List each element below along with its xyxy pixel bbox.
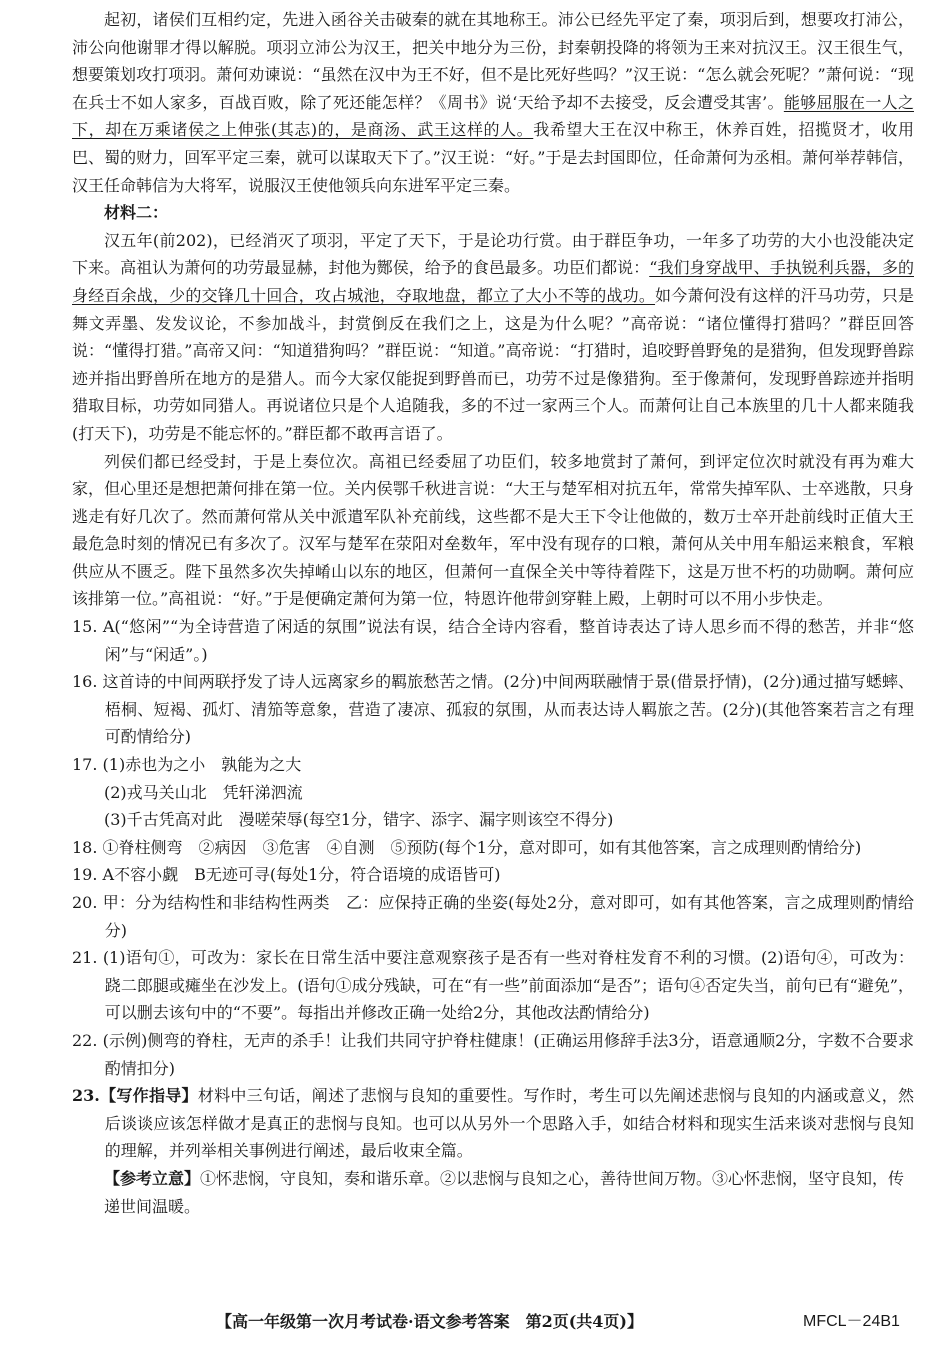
answer-22: 22. (示例)侧弯的脊柱，无声的杀手！让我们共同守护脊柱健康！(正确运用修辞手法3分，语意通顺2分，字数不合要求酌情扣分) (72, 1030, 914, 1078)
reference-ideas-label: 【参考立意】 (104, 1168, 201, 1188)
passage-paragraph-1: 起初，诸侯们互相约定，先进入函谷关击破秦的就在其地称王。沛公已经先平定了秦，项羽后到，想要攻打沛公，沛公向他谢罪才得以解脱。项羽立沛公为汉王，把关中地分为三份，封秦朝投降的将领为王来对抗汉王。汉王很生气，想要策划攻打项羽。萧何劝谏说：“虽然在汉中为王不好，但不是比死好些吗？”汉王说：“怎么就会死呢？”萧何说：“现在兵士不如人家多，百战百败，除了死还能怎样？《周书》说‘天给予却不去接受，反会遭受其害’。能够屈服在一人之下，却在万乘诸侯之上伸张(其志)的，是商汤、武王这样的人。我希望大王在汉中称王，休养百姓，招揽贤才，收用巴、蜀的财力，回军平定三秦，就可以谋取天下了。”汉王说：“好。”于是去封国即位，任命萧何为丞相。萧何举荐韩信，汉王任命韩信为大将军，说服汉王使他领兵向东进军平定三秦。 (72, 10, 914, 195)
answer-20: 20. 甲：分为结构性和非结构性两类 乙：应保持正确的坐姿(每处2分，意对即可，如有其他答案，言之成理则酌情给分) (72, 893, 914, 940)
answer-21: 21. (1)语句①，可改为：家长在日常生活中要注意观察孩子是否有一些对脊柱发育不利的习惯。(2)语句④，可改为：跷二郎腿或瘫坐在沙发上。(语句①成分残缺，可在“有一些”前面添加“是否”；语句④否定失当，前句已有“避免”，可以删去该句中的“不要”。每指出并修改正确一处给2分，其他改法酌情给分) (72, 948, 914, 1023)
document-body (72, 6, 914, 1220)
underlined-sentence: 能够屈服在一人之下，却在万乘诸侯之上伸张(其志)的，是商汤、武王这样的人。 (72, 92, 914, 140)
writing-guide-label: 23.【写作指导】 (72, 1086, 198, 1106)
footer-code: MFCL－24B1 (803, 1313, 900, 1330)
answer-17-3: (3)千古凭高对此 漫嗟荣辱(每空1分，错字、添字、漏字则该空不得分) (104, 810, 614, 830)
answer-17-2: (2)戎马关山北 凭轩涕泗流 (104, 782, 303, 802)
reference-ideas: 【参考立意】①怀悲悯，守良知，奏和谐乐章。②以悲悯与良知之心，善待世间万物。③心怀悲悯，坚守良知，传递世间温暖。 (104, 1168, 905, 1216)
passage-paragraph-2: 汉五年(前202)，已经消灭了项羽，平定了天下，于是论功行赏。由于群臣争功，一年多了功劳的大小也没能决定下来。高祖认为萧何的功劳最显赫，封他为酂侯，给予的食邑最多。功臣们都说：“我们身穿战甲、手执锐利兵器，多的身经百余战，少的交锋几十回合，攻占城池，夺取地盘，都立了大小不等的战功。如今萧何没有这样的汗马功劳，只是舞文弄墨、发发议论，不参加战斗，封赏倒反在我们之上，这是为什么呢？”高帝说：“诸位懂得打猎吗？”群臣回答说：“懂得打猎。”高帝又问：“知道猎狗吗？”群臣说：“知道。”高帝说：“打猎时，追咬野兽野兔的是猎狗，但发现野兽踪迹并指出野兽所在地方的是猎人。而今大家仅能捉到野兽而已，功劳不过是像猎狗。至于像萧何，发现野兽踪迹并指明猎取目标，功劳如同猎人。再说诸位只是个人追随我，多的不过一家两三个人。而萧何让自己本族里的几十人都来随我(打天下)，功劳是不能忘怀的。”群臣都不敢再言语了。 (72, 230, 914, 443)
underlined-sentence: “我们身穿战甲、手执锐利兵器，多的身经百余战，少的交锋几十回合，攻占城池，夺取地盘，都立了大小不等的战功。 (72, 258, 914, 305)
answer-19: 19. A不容小觑 B无迹可寻(每处1分，符合语境的成语皆可) (72, 865, 501, 885)
footer-title: 【高一年级第一次月考试卷·语文参考答案 第2页(共4页)】 (216, 1312, 643, 1331)
answer-15: 15. A(“悠闲”“为全诗营造了闲适的氛围”说法有误，结合全诗内容看，整首诗表达了诗人思乡而不得的愁苦，并非“悠闲”与“闲适”。) (72, 617, 914, 664)
passage-paragraph-3: 列侯们都已经受封，于是上奏位次。高祖已经委屈了功臣们，较多地赏封了萧何，到评定位次时就没有再为难大家，但心里还是想把萧何排在第一位。关内侯鄂千秋进言说：“大王与楚军相对抗五年，常常失掉军队、士卒逃散，只身逃走有好几次了。然而萧何常从关中派遣军队补充前线，这些都不是大王下令让他做的，数万士卒开赴前线时正值大王最危急时刻的情况已有多次了。汉军与楚军在荥阳对垒数年，军中没有现存的口粮，萧何从关中用车船运来粮食，军粮供应从不匮乏。陛下虽然多次失掉崤山以东的地区，但萧何一直保全关中等待着陛下，这是万世不朽的功勋啊。萧何应该排第一位。”高祖说：“好。”于是便确定萧何为第一位，特恩许他带剑穿鞋上殿，上朝时可以不用小步快走。 (72, 451, 914, 609)
answer-17-1: 17. (1)赤也为之小 孰能为之大 (72, 755, 302, 775)
answer-16: 16. 这首诗的中间两联抒发了诗人远离家乡的羁旅愁苦之情。(2分)中间两联融情于景(借景抒情)，(2分)通过描写蟋蟀、梧桐、短褐、孤灯、清笳等意象，营造了凄凉、孤寂的氛围，从而表达诗人羁旅之苦。(2分)(其他答案若言之有理可酌情给分) (72, 672, 914, 747)
answer-18: 18. ①脊柱侧弯 ②病因 ③危害 ④自测 ⑤预防(每个1分，意对即可，如有其他答案，言之成理则酌情给分) (72, 837, 862, 857)
answer-23: 23.【写作指导】材料中三句话，阐述了悲悯与良知的重要性。写作时，考生可以先阐述悲悯与良知的内涵或意义，然后谈谈应该怎样做才是真正的悲悯与良知。也可以从另外一个思路入手，如结合材料和现实生活来谈对悲悯与良知的理解，并列举相关事例进行阐述，最后收束全篇。 (72, 1086, 914, 1161)
material-2-heading: 材料二： (104, 203, 169, 223)
